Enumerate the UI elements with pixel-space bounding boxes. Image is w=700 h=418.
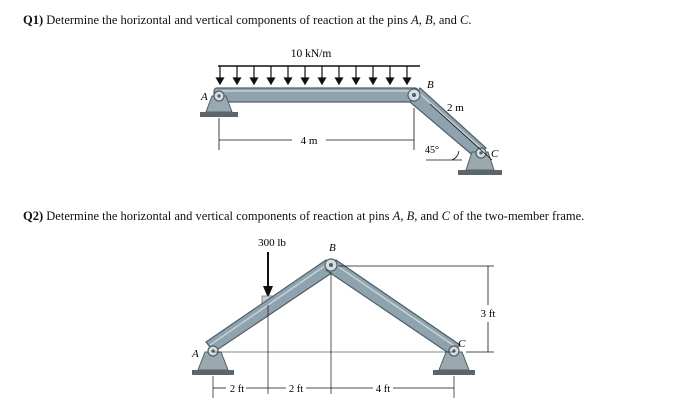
question-1-prompt: Determine the horizontal and vertical components of reaction at the pins: [43, 13, 412, 27]
figure-2-label-a: A: [192, 348, 199, 360]
figure-1-span-label: 4 m: [300, 135, 318, 147]
figure-2-label-c: C: [458, 338, 466, 350]
figure-2-dim-2: 2 ft: [288, 384, 304, 395]
figure-1-label-c: C: [491, 148, 499, 160]
question-2-separator: ,: [400, 209, 407, 223]
question-2-number: Q2): [23, 209, 44, 223]
question-2-prompt: Determine the horizontal and vertical components of reaction at pins: [43, 209, 393, 223]
pin-b-frame: [325, 259, 337, 271]
figure-1-angle-label: 45°: [425, 145, 439, 156]
question-1-pin-c: C: [460, 13, 469, 27]
pin-c-support-frame: [433, 346, 475, 375]
figure-1-member-label: 2 m: [447, 102, 464, 114]
figure-1-label-b: B: [427, 79, 434, 91]
question-1-pin-a: A: [411, 13, 419, 27]
figure-2-label-b: B: [329, 242, 336, 254]
figure-2-load-label: 300 lb: [258, 237, 286, 249]
question-2-pin-a: A: [392, 209, 401, 223]
figure-2-height-label: 3 ft: [480, 308, 496, 320]
question-1-pin-b: B: [424, 13, 433, 27]
question-1-separator: ,: [418, 13, 425, 27]
question-1-number: Q1): [23, 13, 44, 27]
member-ab-frame: [206, 260, 336, 352]
figure-2-dim-3: 4 ft: [375, 384, 391, 395]
figure-1-load-label: 10 kN/m: [290, 48, 332, 60]
member-bc-frame: [326, 260, 460, 354]
question-2-prompt-end: of the two-member frame.: [449, 209, 585, 223]
question-1-period: .: [468, 13, 472, 27]
question-2-pin-c: C: [441, 209, 450, 223]
figure-2-dim-1: 2 ft: [229, 384, 245, 395]
figure-1-label-a: A: [201, 91, 208, 103]
question-2-separator: , and: [414, 209, 442, 223]
question-1-separator: , and: [432, 13, 461, 27]
question-2-pin-b: B: [406, 209, 415, 223]
